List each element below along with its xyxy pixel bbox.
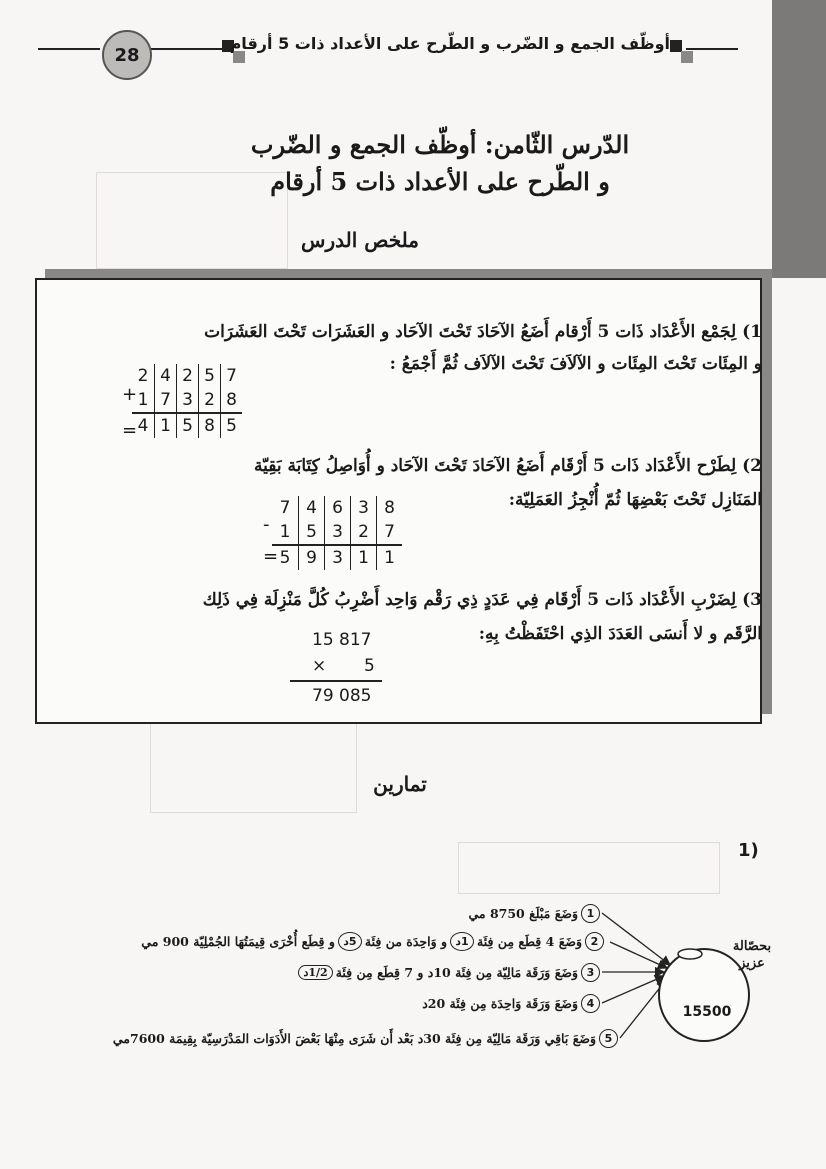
summary-title: ملخص الدرس (301, 228, 419, 252)
exercises-title: تمارين (373, 772, 427, 796)
digit: 3 (324, 520, 350, 544)
exercise-item (422, 994, 600, 1013)
digit: 8 (220, 388, 242, 412)
multiplier: 5 (364, 656, 375, 676)
digit: 5 (198, 364, 220, 388)
item-text: وَضَعَ وَرَقَة مَالِيّة مِن فِئَة 10د و 7 قِطَع مِن فِئَة (335, 965, 578, 980)
item-number: 5 (599, 1029, 618, 1048)
addition-equals: = (122, 420, 138, 441)
rule-multiplication-line1: 3) لِضَرْبِ الأَعْدَاد ذَات 5 أَرْقَام فِي عَدَدٍ ذِي رَقْم وَاحِد أَضْرِبُ كُلَّ مَنْزِلَة فِي ذَلِك (202, 590, 762, 610)
item-text: و وَاحِدَة من فِئَة (364, 934, 448, 949)
multiplication-operator: × (312, 656, 327, 676)
lesson-title-line1: الدّرس الثّامن: أوظّف الجمع و الضّرب (250, 130, 630, 159)
digit: 5 (272, 544, 298, 570)
arrow-4 (602, 976, 664, 1003)
digit: 2 (137, 366, 149, 386)
piggy-bank-label-line1: بحصّالة (732, 939, 772, 954)
addition-operator: + (122, 384, 138, 405)
arrow-1 (602, 913, 670, 965)
header-title: أوظّف الجمع و الضّرب و الطّرح على الأعداد ذات 5 أرقام (229, 34, 670, 53)
rule-addition-line1: 1) لِجَمْع الأَعْدَاد ذَات 5 أَرْقام أَضَعُ الآحَادَ تَحْتَ الآحَاد و العَشَرَات تَحْتَ العَشَرَات (204, 322, 762, 342)
digit: 1 (154, 412, 176, 438)
subtraction-equals: = (263, 546, 279, 567)
digit: 4 (154, 364, 176, 388)
piggy-bank-label-line2: عزيز (739, 956, 765, 971)
digit: 9 (298, 544, 324, 570)
digit: 5 (220, 412, 242, 438)
item-text: وَضَعَ بَاقِي وَرَقَة مَالِيّة مِن فِئَة 30د بَعْد أَن شَرَى مِنْهَا بَعْضَ الأَدَوَات المَدْرَسِيّة بِقِيمَة 7600مي (112, 1031, 596, 1046)
piggy-bank-amount: 15500 (682, 1004, 732, 1020)
piggy-bank-label (722, 938, 782, 972)
item-text: وَضَعَ وَرَقَة وَاحِدَة مِن فِئَة 20د (422, 996, 578, 1011)
digit: 1 (350, 544, 376, 570)
rule-multiplication-line2: الرَّقَم و لا أَنسَى العَدَدَ الذِي احْتَفَظْتُ بِهِ: (478, 624, 762, 644)
digit: 7 (154, 388, 176, 412)
digit: 2 (198, 388, 220, 412)
digit: 7 (376, 520, 402, 544)
item-text: وَضَعَ 4 قِطَع مِن فِئَة (477, 934, 582, 949)
digit: 4 (298, 496, 324, 520)
rule-addition-line2: و المِئَات تَحْتَ المِئَات و الآلاَفَ تَحْتَ الآلاَف ثُمَّ أَجْمَعُ : (389, 354, 762, 374)
item-number: 4 (581, 994, 600, 1013)
exercise-item (141, 932, 604, 951)
digit: 8 (376, 496, 402, 520)
digit: 3 (176, 388, 198, 412)
item-text: وَضَعَ مَبْلَغ 8750 مي (468, 906, 578, 921)
digit: 5 (176, 412, 198, 438)
digit: 1 (279, 522, 291, 542)
exercise-number: 1) (738, 840, 759, 861)
arrow-2 (610, 942, 667, 968)
exercise-item (113, 1029, 618, 1048)
digit: 8 (198, 412, 220, 438)
digit: 2 (350, 520, 376, 544)
digit: 5 (298, 520, 324, 544)
digit: 2 (176, 364, 198, 388)
item-number: 1 (581, 904, 600, 923)
subtraction-operator: - (263, 514, 270, 535)
multiplication-result: 79 085 (312, 686, 372, 706)
rule-subtraction-line2: المَنَازِل تَحْتَ بَعْضِهَا ثُمّ أُنْجِزُ العَمَلِيّة: (508, 490, 762, 510)
exercise-item (298, 963, 600, 982)
coin-circle: 1د (450, 932, 474, 951)
digit: 6 (324, 496, 350, 520)
digit: 3 (350, 496, 376, 520)
digit: 7 (279, 498, 291, 518)
coin-circle: 5د (338, 932, 362, 951)
digit: 1 (376, 544, 402, 570)
multiplicand: 15 817 (312, 630, 372, 650)
item-number: 3 (581, 963, 600, 982)
page-number: 28 (102, 30, 152, 80)
coin-oval: 1/2د (298, 965, 332, 980)
item-number: 2 (585, 932, 604, 951)
digit: 4 (132, 412, 154, 438)
lesson-title-line2: و الطّرح على الأعداد ذات 5 أرقام (270, 167, 610, 196)
coin-slot-icon (678, 949, 702, 959)
digit: 3 (324, 544, 350, 570)
rule-subtraction-line1: 2) لِطَرْح الأَعْدَاد ذَات 5 أَرْقَام أَضَعُ الآحَادَ تَحْتَ الآحَاد و أُوَاصِلُ كِتَابَة بَقِيّة (254, 456, 762, 476)
item-text: و قِطَع أُخْرَى قِيمَتُهَا الجُمْلِيّة 900 مي (141, 934, 335, 949)
exercise-item (468, 904, 600, 923)
digit: 7 (220, 364, 242, 388)
digit: 1 (137, 390, 149, 410)
